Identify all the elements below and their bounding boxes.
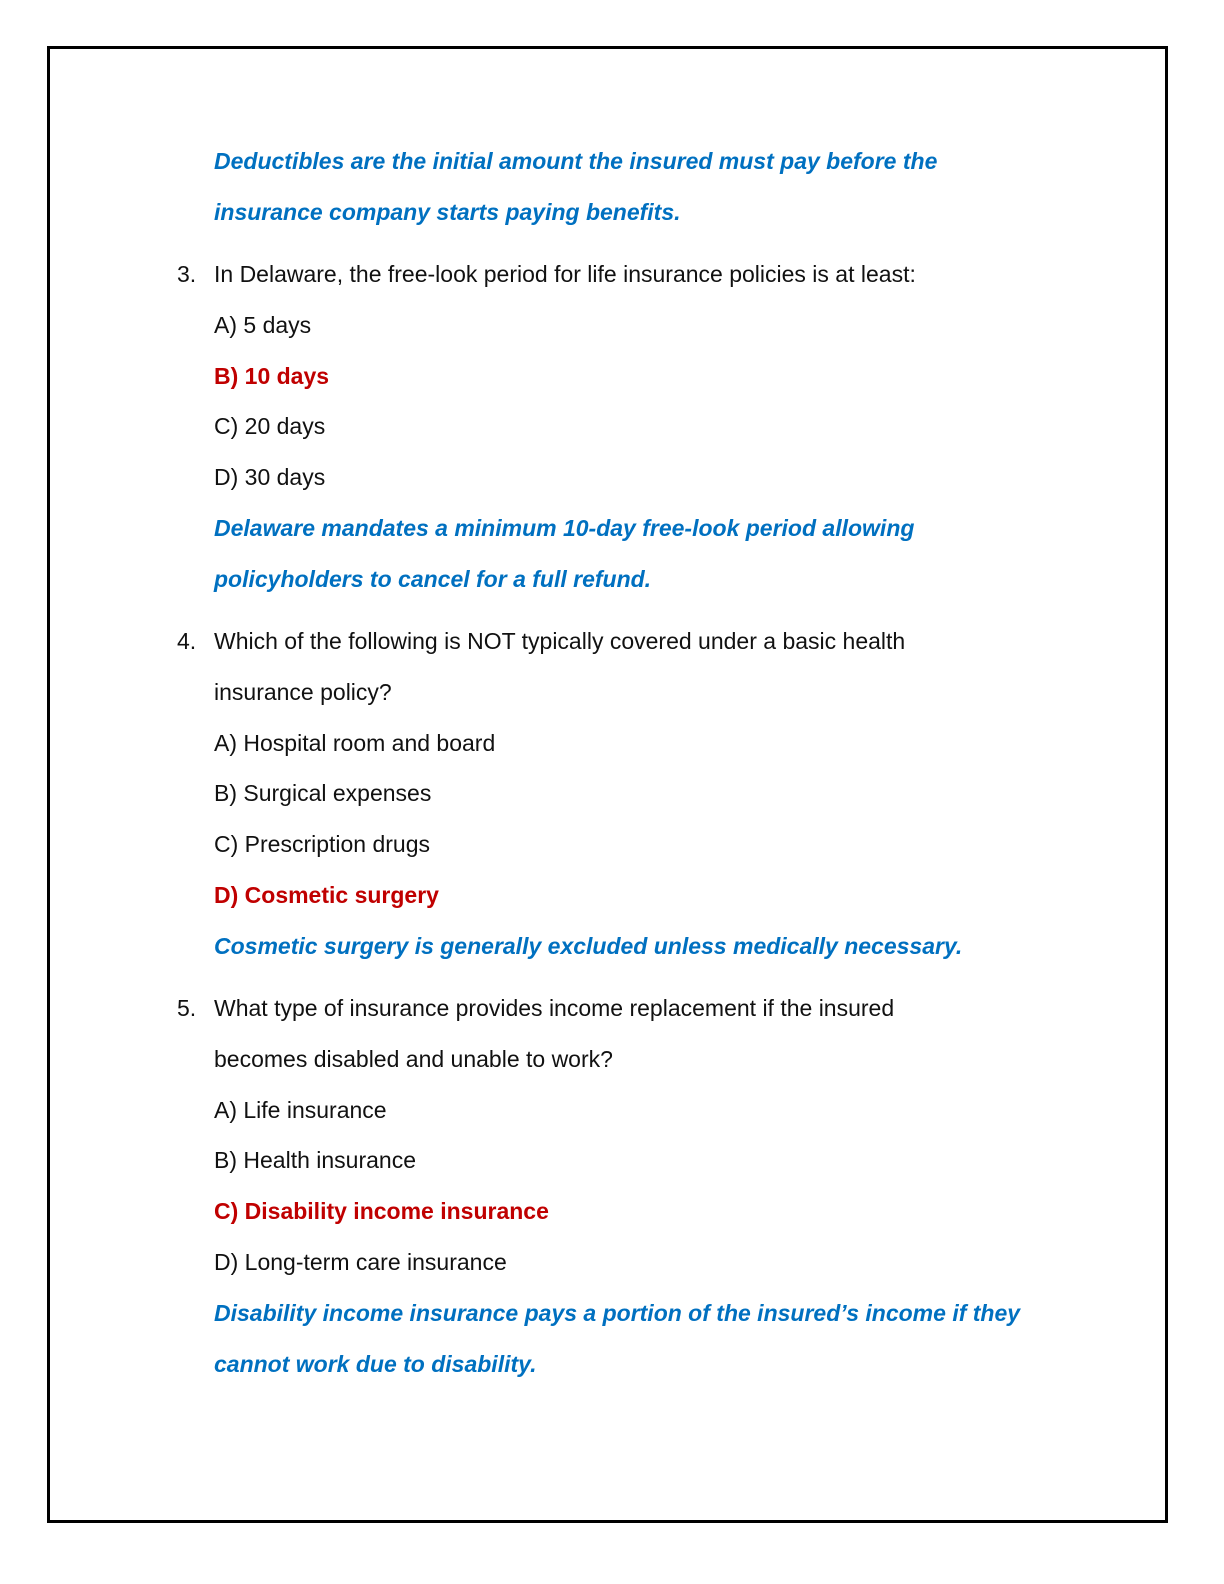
option-c: C) 20 days [214,413,326,439]
option-a: A) Life insurance [214,1097,387,1123]
option-c: C) Prescription drugs [214,831,431,857]
explanation-text: Cosmetic surgery is generally excluded unless medically necessary. [214,933,963,959]
option-d: D) Long-term care insurance [214,1249,507,1275]
question-text: becomes disabled and unable to work? [214,1046,613,1072]
option-b-correct: B) 10 days [214,363,330,389]
question-number: 4. [177,628,197,654]
option-c-correct: C) Disability income insurance [214,1198,549,1224]
option-d: D) 30 days [214,464,326,490]
option-b: B) Health insurance [214,1147,416,1173]
explanation-text: insurance company starts paying benefits. [214,199,681,225]
question-text: insurance policy? [214,679,392,705]
question-text: In Delaware, the free-look period for life insurance policies is at least: [214,261,916,287]
question-text: What type of insurance provides income replacement if the insured [214,995,895,1021]
explanation-text: Disability income insurance pays a portion of the insured’s income if they [214,1300,1021,1326]
option-d-correct: D) Cosmetic surgery [214,882,439,908]
question-number: 3. [177,261,197,287]
explanation-text: Deductibles are the initial amount the insured must pay before the [214,148,938,174]
question-text: Which of the following is NOT typically covered under a basic health [214,628,906,654]
question-number: 5. [177,995,197,1021]
explanation-text: policyholders to cancel for a full refund. [214,566,652,592]
option-a: A) Hospital room and board [214,730,496,756]
explanation-text: cannot work due to disability. [214,1351,537,1377]
option-b: B) Surgical expenses [214,780,432,806]
explanation-text: Delaware mandates a minimum 10-day free-look period allowing [214,515,915,541]
option-a: A) 5 days [214,312,312,338]
